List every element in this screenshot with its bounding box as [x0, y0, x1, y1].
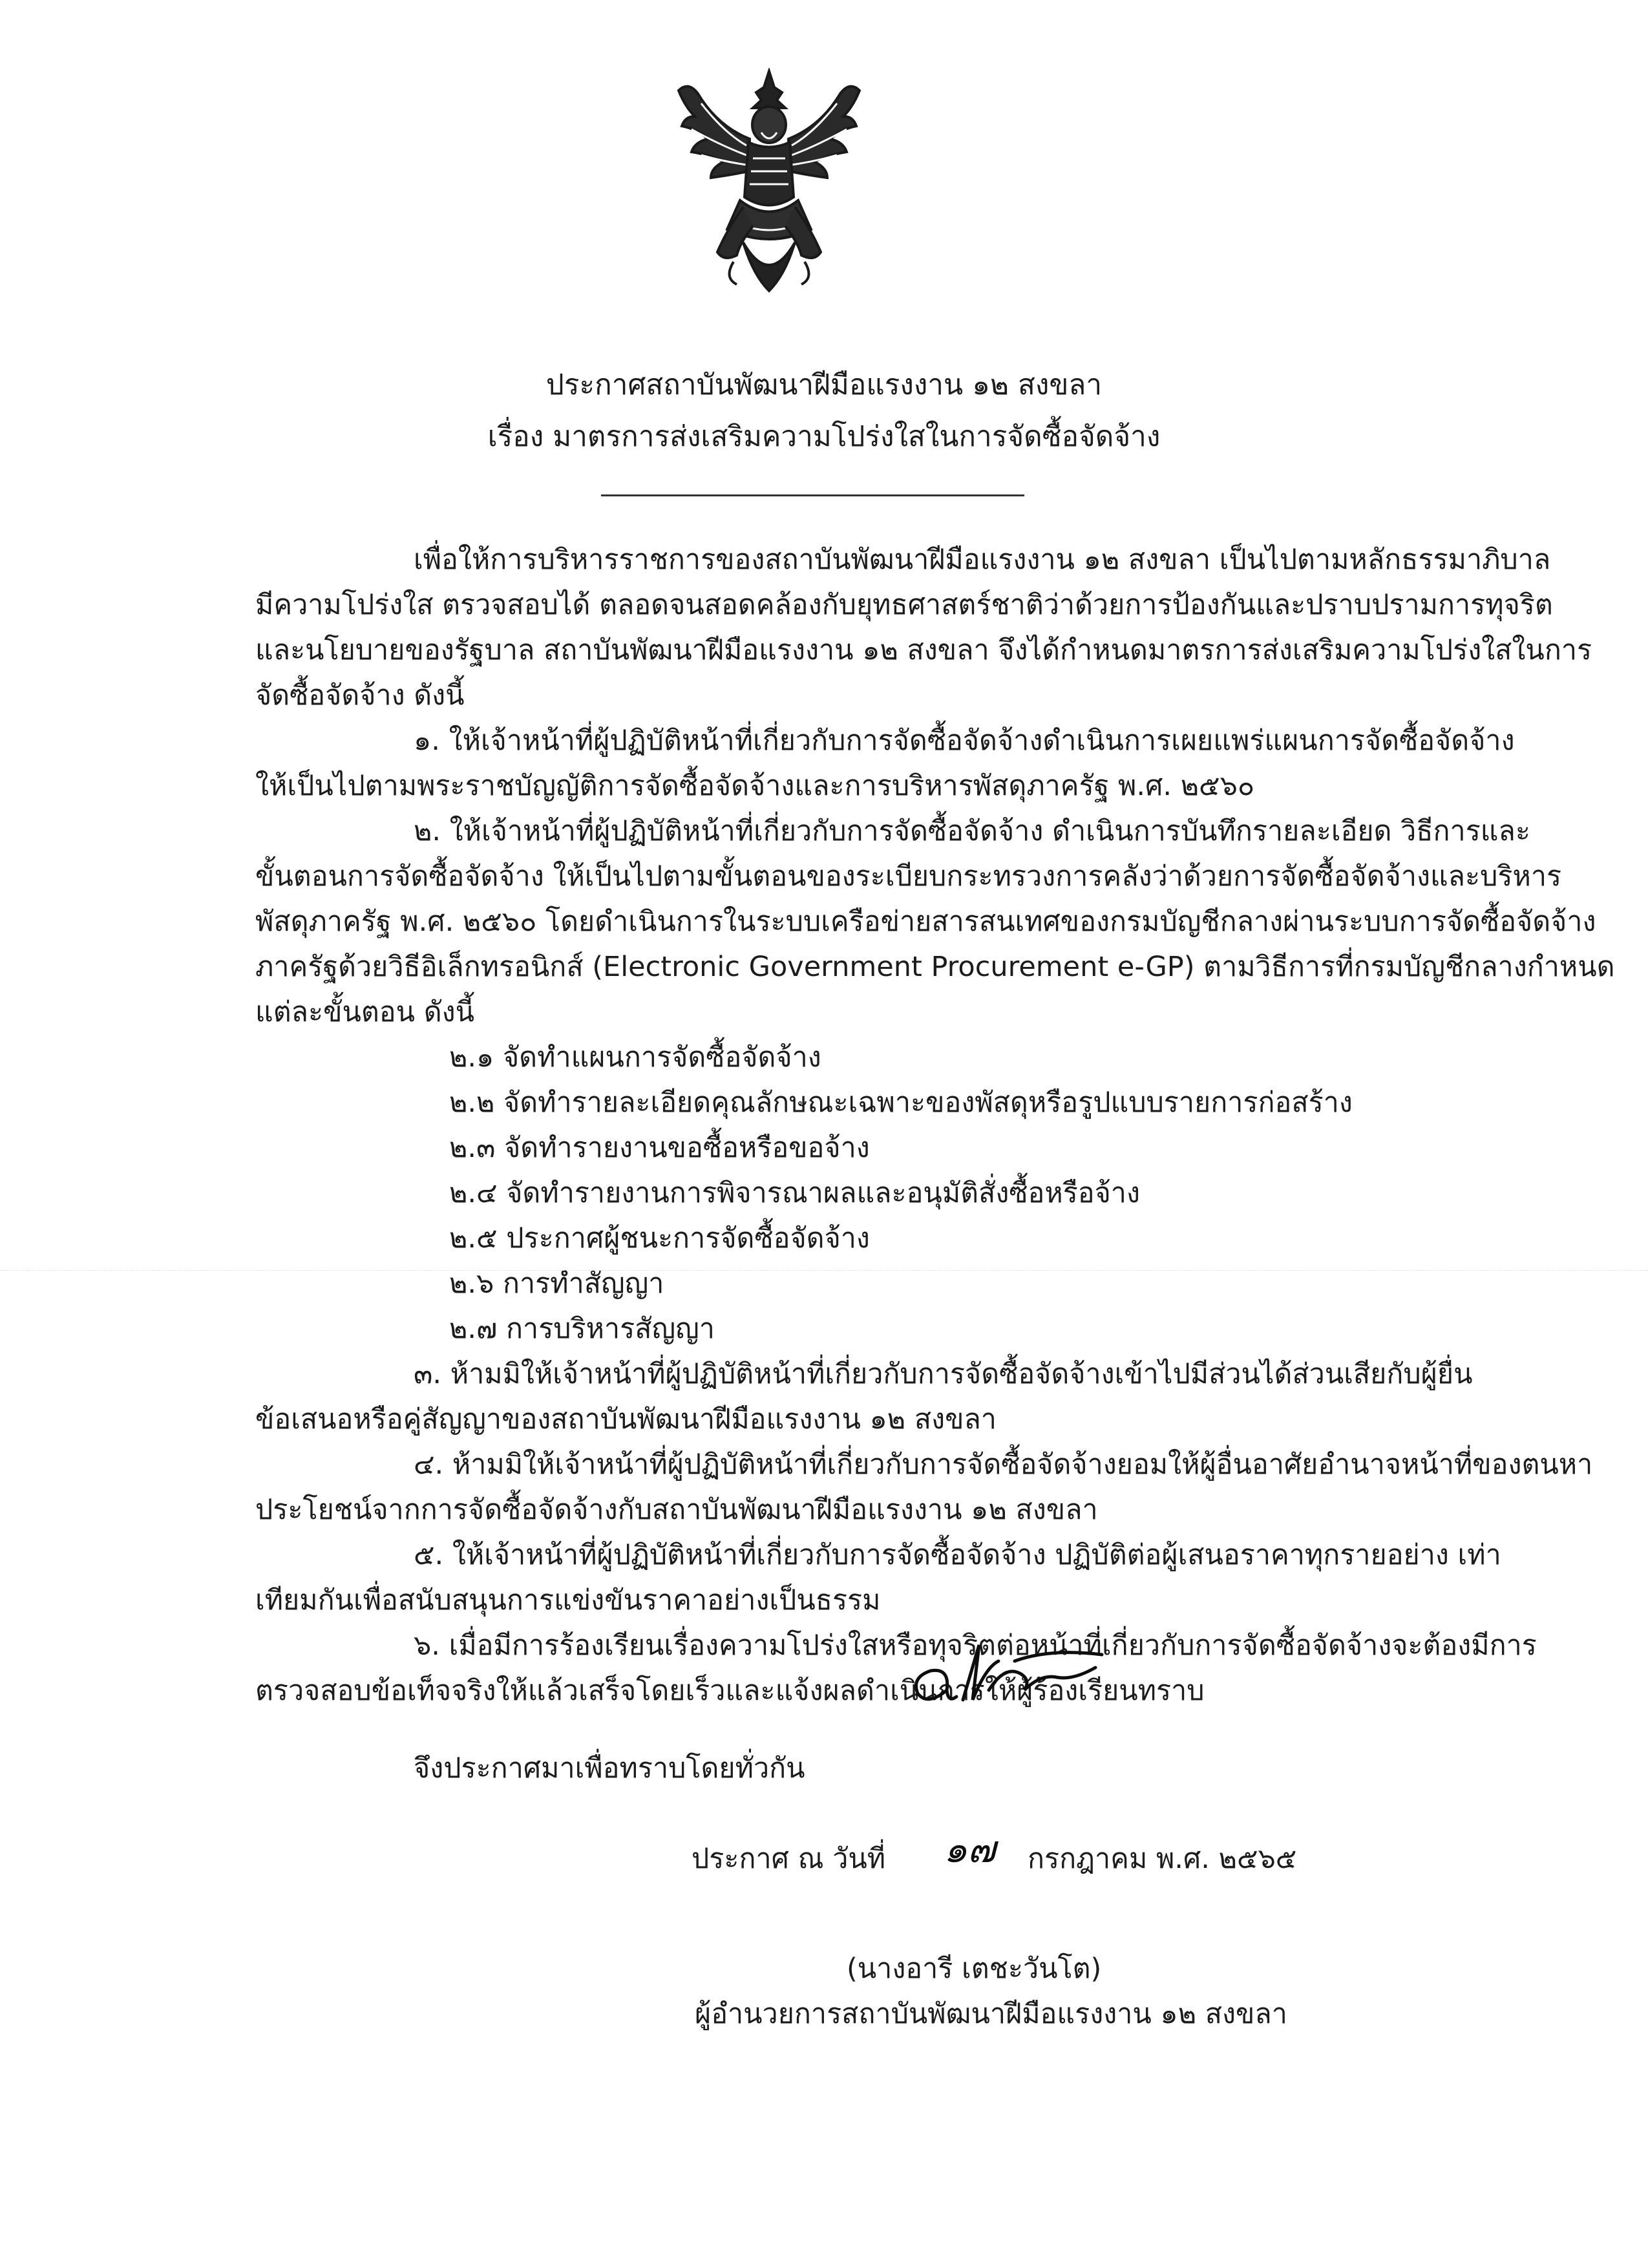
date-prefix: ประกาศ ณ วันที่	[692, 1843, 886, 1875]
item-4-line: ประโยชน์จากการจัดซื้อจัดจ้างกับสถาบันพัฒนาฝีมือแรงงาน ๑๒ สงขลา	[255, 1494, 1098, 1526]
sub-item: ๒.๖ การทำสัญญา	[449, 1267, 664, 1300]
handwritten-signature	[902, 1629, 1115, 1719]
item-2-line: ภาครัฐด้วยวิธีอิเล็กทรอนิกส์ (Electronic Government Procurement e-GP) ตามวิธีการที่กรมบัญชีกลางกำหนด	[255, 951, 1615, 983]
paper-fold-line	[0, 1270, 1648, 1271]
signer-name: (นางอารี เตชะวันโต)	[847, 1953, 1102, 1985]
sub-item: ๒.๗ การบริหารสัญญา	[449, 1313, 715, 1345]
closing-text: จึงประกาศมาเพื่อทราบโดยทั่วกัน	[414, 1752, 805, 1785]
item-4-line: ๔. ห้ามมิให้เจ้าหน้าที่ผู้ปฏิบัติหน้าที่เกี่ยวกับการจัดซื้อจัดจ้างยอมให้ผู้อื่นอาศัยอำนาจหน้าที่ของตนหา	[414, 1448, 1593, 1481]
document-title: ประกาศสถาบันพัฒนาฝีมือแรงงาน ๑๒ สงขลา	[545, 368, 1103, 401]
item-6-line: ๖. เมื่อมีการร้องเรียนเรื่องความโปร่งใสหรือทุจริตต่อหน้าที่เกี่ยวกับการจัดซื้อจัดจ้างจะต้องมีการ	[414, 1629, 1537, 1662]
item-2-line: ๒. ให้เจ้าหน้าที่ผู้ปฏิบัติหน้าที่เกี่ยวกับการจัดซื้อจัดจ้าง ดำเนินการบันทึกรายละเอียด วิธีการและ	[414, 815, 1530, 847]
sub-item: ๒.๑ จัดทำแผนการจัดซื้อจัดจ้าง	[449, 1041, 821, 1074]
item-6-line: ตรวจสอบข้อเท็จจริงให้แล้วเสร็จโดยเร็วและแจ้งผลดำเนินการให้ผู้ร้องเรียนทราบ	[255, 1675, 1205, 1707]
item-2-line: แต่ละขั้นตอน ดังนี้	[255, 996, 475, 1028]
sub-item: ๒.๕ ประกาศผู้ชนะการจัดซื้อจัดจ้าง	[449, 1222, 870, 1255]
title-underline	[601, 494, 1024, 496]
item-2-line: พัสดุภาครัฐ พ.ศ. ๒๕๖๐ โดยดำเนินการในระบบเครือข่ายสารสนเทศของกรมบัญชีกลางผ่านระบบการจัดซื้อจัดจ้าง	[255, 906, 1596, 938]
date-month-year: กรกฎาคม พ.ศ. ๒๕๖๕	[1028, 1843, 1297, 1875]
item-3-line: ๓. ห้ามมิให้เจ้าหน้าที่ผู้ปฏิบัติหน้าที่เกี่ยวกับการจัดซื้อจัดจ้างเข้าไปมีส่วนได้ส่วนเสียกับผู้ยื่น	[414, 1358, 1473, 1390]
signer-position: ผู้อำนวยการสถาบันพัฒนาฝีมือแรงงาน ๑๒ สงขลา	[695, 1998, 1287, 2030]
garuda-emblem	[672, 68, 866, 301]
item-1-line: ให้เป็นไปตามพระราชบัญญัติการจัดซื้อจัดจ้างและการบริหารพัสดุภาครัฐ พ.ศ. ๒๕๖๐	[255, 770, 1255, 802]
item-2-line: ขั้นตอนการจัดซื้อจัดจ้าง ให้เป็นไปตามขั้นตอนของระเบียบกระทรวงการคลังว่าด้วยการจัดซื้อจัดจ้างและบริหาร	[255, 860, 1562, 893]
date-day: ๑๗	[944, 1827, 996, 1871]
item-5-line: เทียมกันเพื่อสนับสนุนการแข่งขันราคาอย่างเป็นธรรม	[255, 1584, 881, 1616]
item-5-line: ๕. ให้เจ้าหน้าที่ผู้ปฏิบัติหน้าที่เกี่ยวกับการจัดซื้อจัดจ้าง ปฏิบัติต่อผู้เสนอราคาทุกรายอย่าง เท่า	[414, 1539, 1501, 1571]
sub-item: ๒.๓ จัดทำรายงานขอซื้อหรือขอจ้าง	[449, 1132, 870, 1164]
item-3-line: ข้อเสนอหรือคู่สัญญาของสถาบันพัฒนาฝีมือแรงงาน ๑๒ สงขลา	[255, 1403, 997, 1436]
paragraph-line: จัดซื้อจัดจ้าง ดังนี้	[255, 679, 465, 712]
paragraph-line: มีความโปร่งใส ตรวจสอบได้ ตลอดจนสอดคล้องกับยุทธศาสตร์ชาติว่าด้วยการป้องกันและปราบปรามการทุจริต	[255, 589, 1553, 621]
document-subject: เรื่อง มาตรการส่งเสริมความโปร่งใสในการจัดซื้อจัดจ้าง	[487, 420, 1161, 453]
sub-item: ๒.๒ จัดทำรายละเอียดคุณลักษณะเฉพาะของพัสดุหรือรูปแบบรายการก่อสร้าง	[449, 1086, 1353, 1119]
sub-item: ๒.๔ จัดทำรายงานการพิจารณาผลและอนุมัติสั่งซื้อหรือจ้าง	[449, 1177, 1140, 1209]
item-1-line: ๑. ให้เจ้าหน้าที่ผู้ปฏิบัติหน้าที่เกี่ยวกับการจัดซื้อจัดจ้างดำเนินการเผยแพร่แผนการจัดซื้อจัดจ้าง	[414, 725, 1515, 757]
paragraph-line: และนโยบายของรัฐบาล สถาบันพัฒนาฝีมือแรงงาน ๑๒ สงขลา จึงได้กำหนดมาตรการส่งเสริมความโปร่งใสในการ	[255, 634, 1592, 666]
paragraph-line: เพื่อให้การบริหารราชการของสถาบันพัฒนาฝีมือแรงงาน ๑๒ สงขลา เป็นไปตามหลักธรรมาภิบาล	[414, 544, 1551, 576]
